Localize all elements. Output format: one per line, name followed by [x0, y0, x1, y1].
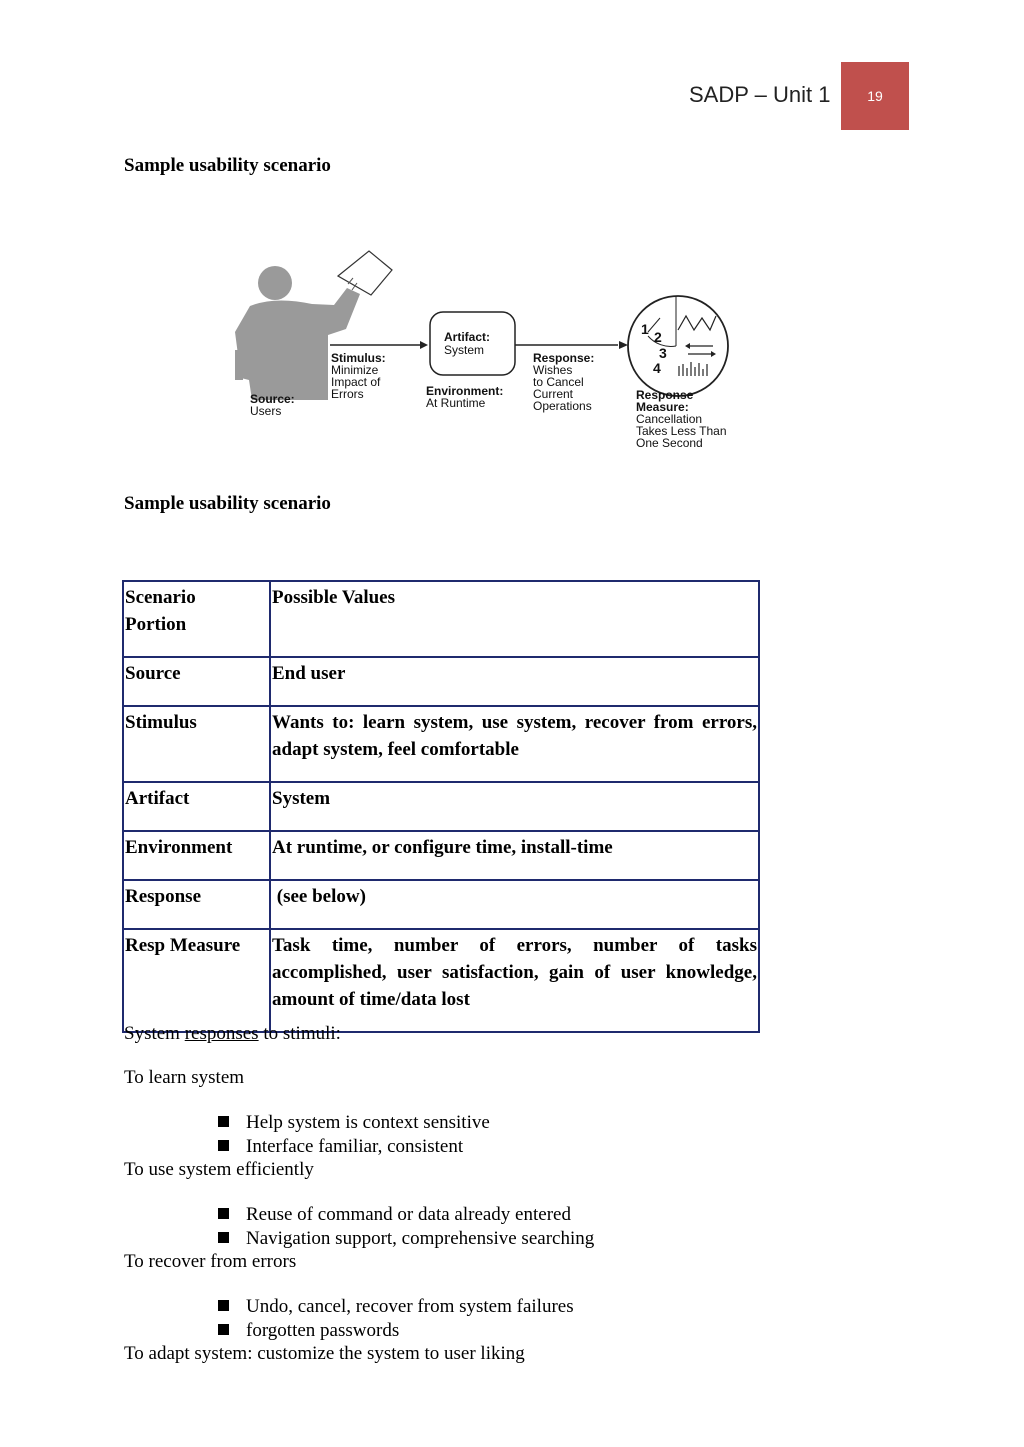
measure-line: Cancellation — [636, 412, 703, 426]
square-bullet-icon — [218, 1300, 229, 1311]
recover-errors-heading: To recover from errors — [124, 1251, 297, 1272]
response-line: Operations — [533, 399, 592, 413]
list-item — [218, 1319, 574, 1343]
gauge-number-3: 3 — [659, 345, 667, 361]
measure-line: Takes Less Than — [636, 424, 727, 438]
gauge-number-2: 2 — [654, 329, 662, 345]
list-item — [218, 1111, 490, 1135]
gauge-number-4: 4 — [653, 360, 661, 376]
square-bullet-icon — [218, 1116, 229, 1127]
page-header-title: SADP – Unit 1 — [689, 82, 831, 107]
square-bullet-icon — [218, 1208, 229, 1219]
usability-scenario-figure — [228, 250, 768, 455]
row-values: System — [270, 782, 759, 831]
page-number-badge — [841, 62, 909, 130]
intro-suffix: to stimuli: — [258, 1023, 341, 1044]
list-item-text: forgotten passwords — [246, 1320, 400, 1341]
recover-errors-list — [218, 1295, 574, 1343]
measure-label: Measure: — [636, 400, 689, 414]
learn-system-list — [218, 1111, 490, 1159]
header-portion-line1: Scenario — [125, 587, 196, 608]
figure-heading: Sample usability scenario — [124, 155, 331, 176]
environment-label: Environment: — [426, 384, 504, 398]
row-portion: Resp Measure — [123, 929, 270, 1032]
response-line: to Cancel — [533, 375, 584, 389]
response-label: Response: — [533, 351, 595, 365]
square-bullet-icon — [218, 1324, 229, 1335]
header-portion-line2: Portion — [125, 614, 187, 635]
square-bullet-icon — [218, 1140, 229, 1151]
use-system-list — [218, 1203, 594, 1251]
table-row — [123, 880, 759, 929]
table-header-cell — [123, 581, 270, 657]
learn-system-heading: To learn system — [124, 1067, 245, 1088]
list-item — [218, 1227, 594, 1251]
list-item — [218, 1203, 594, 1227]
stimulus-label: Stimulus: — [331, 351, 386, 365]
list-item-text: Reuse of command or data already entered — [246, 1204, 571, 1225]
row-values: (see below) — [270, 880, 759, 929]
adapt-system-line: To adapt system: customize the system to user liking — [124, 1343, 525, 1364]
row-portion: Source — [123, 657, 270, 706]
response-line: Wishes — [533, 363, 573, 377]
source-label: Source: — [250, 392, 295, 406]
list-item-text: Undo, cancel, recover from system failures — [246, 1296, 574, 1317]
square-bullet-icon — [218, 1232, 229, 1243]
artifact-value: System — [444, 343, 485, 357]
response-line: Current — [533, 387, 574, 401]
document-sheet-icon — [338, 251, 392, 295]
stimulus-line: Errors — [331, 387, 364, 401]
page-number: 19 — [867, 88, 883, 104]
row-portion: Stimulus — [123, 706, 270, 782]
stimulus-line: Minimize — [331, 363, 379, 377]
table-row — [123, 782, 759, 831]
stimulus-line: Impact of — [331, 375, 381, 389]
row-values: Task time, number of errors, number of tasks accomplished, user satisfaction, gain of user knowledge, amount of time/data lost — [270, 929, 759, 1032]
table-row — [123, 657, 759, 706]
gauge-number-1: 1 — [641, 321, 649, 337]
row-values: At runtime, or configure time, install-time — [270, 831, 759, 880]
use-system-heading: To use system efficiently — [124, 1159, 314, 1180]
row-values: Wants to: learn system, use system, recover from errors, adapt system, feel comfortable — [270, 706, 759, 782]
table-header-row — [123, 581, 759, 657]
row-values: End user — [270, 657, 759, 706]
row-portion: Response — [123, 880, 270, 929]
artifact-label: Artifact: — [444, 330, 491, 344]
list-item — [218, 1135, 490, 1159]
source-value: Users — [250, 404, 282, 418]
list-item-text: Help system is context sensitive — [246, 1112, 490, 1133]
responses-intro — [124, 1023, 341, 1045]
usability-scenario-table — [122, 580, 760, 1033]
list-item-text: Navigation support, comprehensive searching — [246, 1228, 595, 1249]
intro-prefix: System — [124, 1023, 185, 1044]
table-header-cell: Possible Values — [270, 581, 759, 657]
row-portion: Environment — [123, 831, 270, 880]
responses-link[interactable]: responses — [184, 1023, 259, 1044]
table-row — [123, 706, 759, 782]
environment-value: At Runtime — [426, 396, 486, 410]
measure-line: One Second — [636, 436, 703, 450]
list-item — [218, 1295, 574, 1319]
response-measure-gauge-icon — [628, 296, 728, 396]
table-row — [123, 831, 759, 880]
table-row — [123, 929, 759, 1032]
list-item-text: Interface familiar, consistent — [246, 1136, 464, 1157]
table-heading: Sample usability scenario — [124, 493, 331, 514]
measure-label: Response — [636, 388, 694, 402]
row-portion: Artifact — [123, 782, 270, 831]
